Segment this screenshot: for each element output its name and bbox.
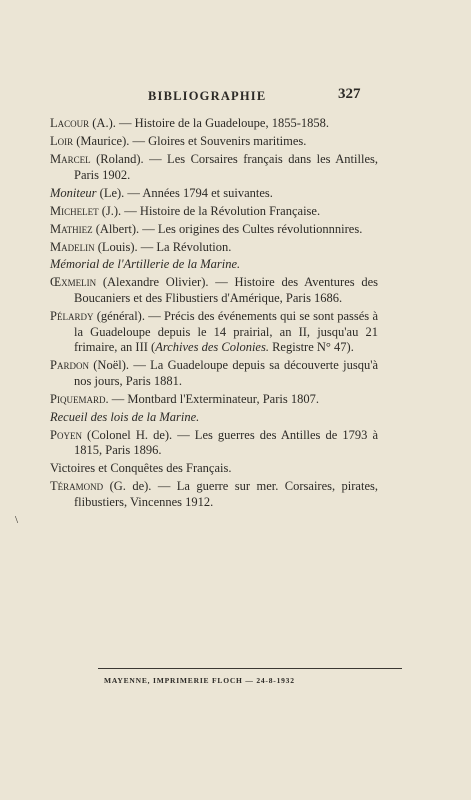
- bibliography-entry: [50, 204, 378, 220]
- entry-author: Madelin: [50, 239, 95, 254]
- entry-text: (Alexandre Olivier). — Histoire des Aventures des Boucaniers et des Flibustiers d'Amérique, Paris 1686.: [74, 275, 378, 306]
- bibliography-entry: [50, 116, 378, 132]
- entry-title: Mémorial de l'Artillerie de la Marine.: [50, 257, 241, 272]
- entry-text: (Le). — Années 1794 et suivantes.: [96, 185, 273, 200]
- entry-text: (Colonel H. de). — Les guerres des Antilles de 1793 à 1815, Paris 1896.: [74, 427, 378, 458]
- entry-text: (Noël). — La Guadeloupe depuis sa découverte jusqu'à nos jours, Paris 1881.: [74, 358, 378, 388]
- bibliography-entry: [50, 410, 378, 426]
- bibliography-entry: [50, 152, 378, 183]
- entry-text: (G. de). — La guerre sur mer. Corsaires, pirates, flibustiers, Vincennes 1912.: [74, 479, 378, 509]
- running-head: [0, 86, 471, 108]
- entry-author: Piquemard.: [50, 391, 109, 406]
- bibliography-entry: [50, 392, 378, 408]
- bibliography-entry: [50, 134, 378, 150]
- footer-rule: [98, 668, 402, 669]
- entry-text: Registre N° 47).: [268, 340, 354, 355]
- entry-title: Recueil des lois de la Marine.: [50, 409, 200, 424]
- entry-author: Pardon: [50, 358, 89, 373]
- entry-text: (Albert). — Les origines des Cultes révolutionnnires.: [92, 221, 363, 236]
- entry-archive-title: Archives des Colonies.: [155, 340, 269, 355]
- entry-author: Téramond: [50, 479, 104, 494]
- entry-title: Moniteur: [50, 185, 97, 200]
- entry-author: Lacour: [50, 116, 90, 130]
- entry-text: (Roland). — Les Corsaires français dans les Antilles, Paris 1902.: [74, 151, 378, 182]
- entry-text: — Montbard l'Exterminateur, Paris 1807.: [108, 391, 319, 406]
- bibliography-entry: [50, 222, 378, 238]
- running-title: BIBLIOGRAPHIE: [148, 89, 267, 103]
- bibliography-entry: [50, 257, 378, 273]
- entry-author: Michelet: [50, 203, 99, 218]
- entry-text: (A.). — Histoire de la Guadeloupe, 1855-1858.: [89, 116, 330, 130]
- bibliography-entry: [50, 358, 378, 389]
- page-number: 327: [338, 86, 361, 102]
- entry-text: (Louis). — La Révolution.: [94, 239, 232, 254]
- bibliography-entry: [50, 428, 378, 459]
- margin-mark: \: [15, 514, 19, 526]
- entry-text: (J.). — Histoire de la Révolution Française.: [98, 203, 321, 218]
- entry-text: (Maurice). — Gloires et Souvenirs maritimes.: [73, 133, 307, 148]
- entry-author: Loir: [50, 133, 74, 148]
- bibliography-entry: [50, 461, 378, 477]
- bibliography-entry: [50, 240, 378, 256]
- bibliography-list: [50, 116, 378, 513]
- entry-text: Victoires et Conquêtes des Français.: [50, 461, 232, 476]
- entry-author: Pélardy: [50, 309, 94, 324]
- entry-author: Poyen: [50, 427, 82, 442]
- entry-author: Œxmelin: [50, 275, 97, 290]
- entry-text: (général). — Précis des événements qui se sont passés à la Guadeloupe depuis le 14 prairial, an II, jusqu'au 21 frimaire, an III (: [74, 309, 378, 355]
- bibliography-entry: [50, 186, 378, 202]
- bibliography-entry: [50, 309, 378, 356]
- entry-author: Marcel: [50, 151, 91, 166]
- bibliography-entry: [50, 275, 378, 306]
- entry-author: Mathiez: [50, 221, 93, 236]
- printer-imprint: MAYENNE, IMPRIMERIE FLOCH — 24-8-1932: [104, 676, 295, 685]
- bibliography-entry: [50, 479, 378, 510]
